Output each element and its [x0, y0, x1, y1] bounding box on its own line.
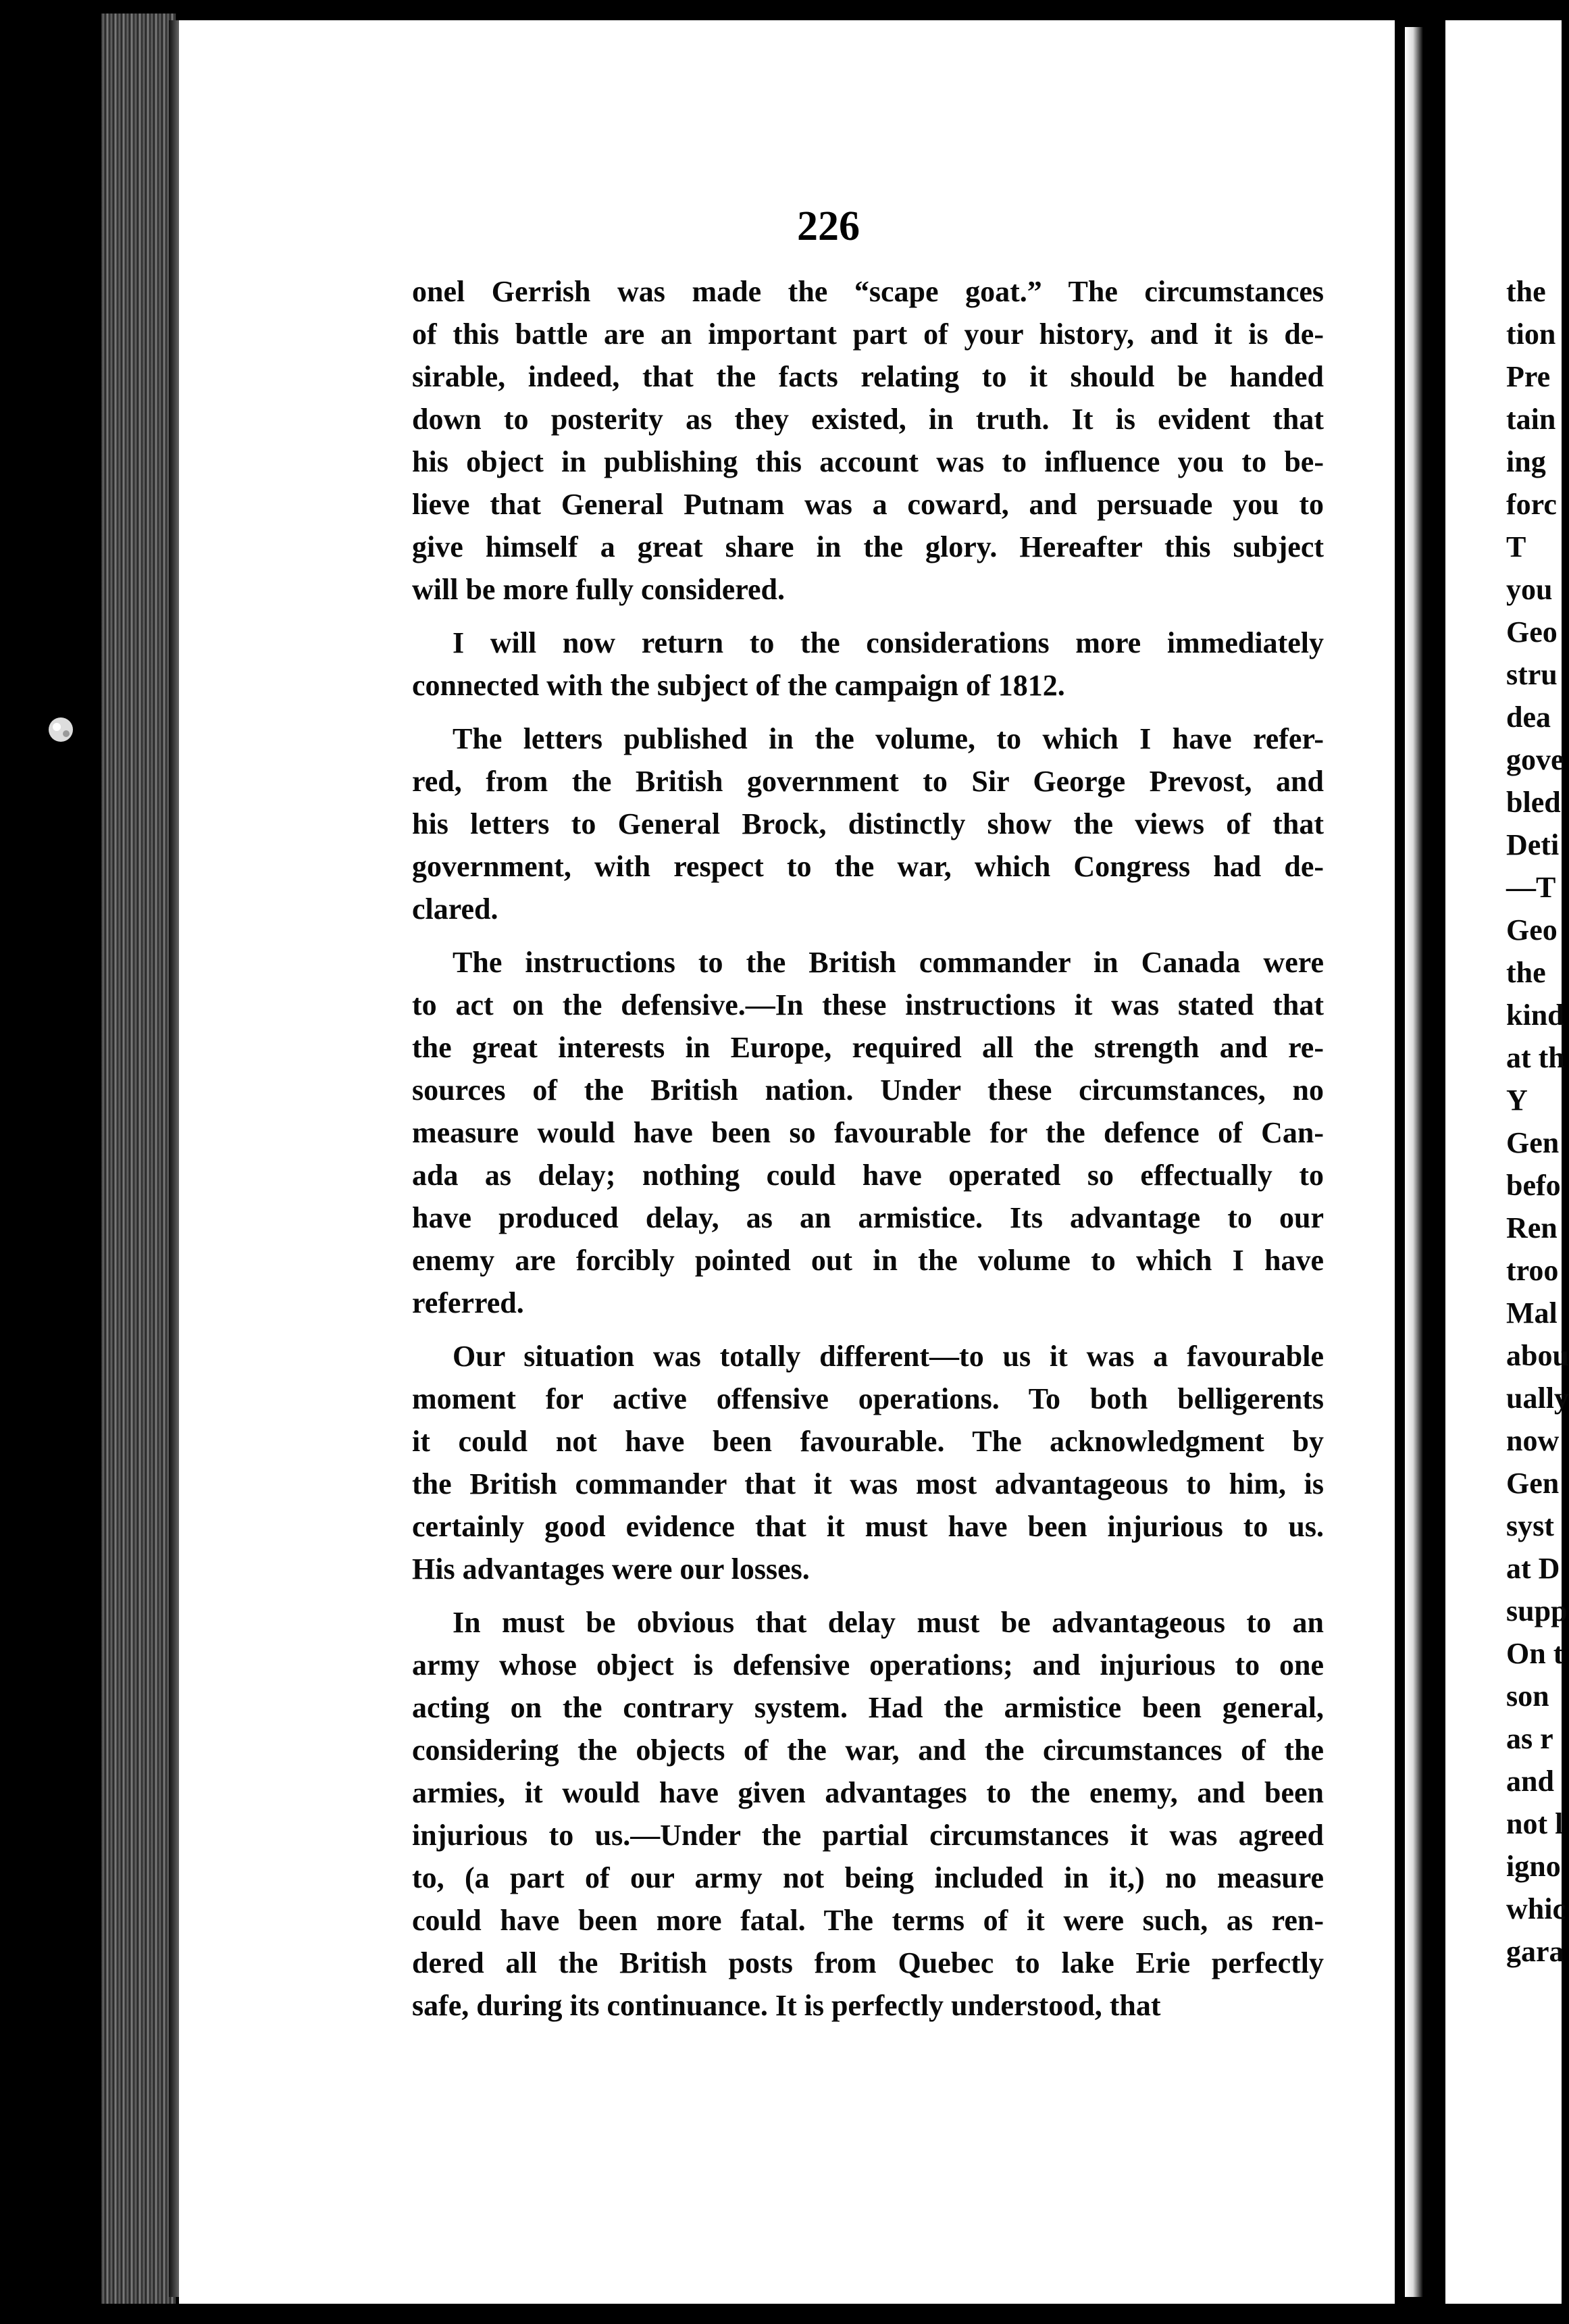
facing-page-line-fragment: gove: [1506, 743, 1564, 776]
text-line: will be more fully considered.: [412, 573, 786, 606]
paragraph-gap: [412, 930, 1324, 941]
facing-page-line-fragment: Deti: [1506, 828, 1560, 861]
facing-page-line-fragment: kind: [1506, 999, 1564, 1032]
text-line: I will now return to the considerations more immediately: [453, 626, 1324, 659]
facing-page-line-fragment: now: [1506, 1424, 1560, 1457]
text-line: could have been more fatal. The terms of it were such, as ren-: [412, 1904, 1324, 1937]
facing-page-line-fragment: T: [1506, 530, 1526, 563]
text-line: down to posterity as they existed, in truth. It is evident that: [412, 403, 1324, 436]
facing-page-line-fragment: syst: [1506, 1509, 1554, 1542]
paragraph-gap: [412, 1590, 1324, 1601]
text-line: of this battle are an important part of your history, and it is de-: [412, 318, 1324, 351]
paragraph-gap: [412, 611, 1324, 622]
facing-page-line-fragment: stru: [1506, 658, 1558, 691]
text-line: government, with respect to the war, which Congress had de-: [412, 850, 1324, 883]
page-number: 226: [797, 203, 860, 249]
text-line: safe, during its continuance. It is perfectly understood, that: [412, 1989, 1161, 2022]
text-line: enemy are forcibly pointed out in the volume to which I have: [412, 1244, 1324, 1277]
text-line: His advantages were our losses.: [412, 1552, 810, 1586]
text-line: ada as delay; nothing could have operated so effectually to: [412, 1159, 1324, 1192]
facing-page-line-fragment: abou: [1506, 1339, 1569, 1372]
facing-page-line-fragment: ually: [1506, 1382, 1569, 1415]
text-line: The instructions to the British commander in Canada were: [453, 946, 1324, 979]
text-line: injurious to us.—Under the partial circumstances it was agreed: [412, 1819, 1324, 1852]
text-line: measure would have been so favourable for the defence of Can-: [412, 1116, 1324, 1149]
text-line: it could not have been favourable. The acknowledgment by: [412, 1425, 1324, 1458]
facing-page-line-fragment: Gen: [1506, 1467, 1560, 1500]
book-page-edges: [101, 14, 176, 2304]
facing-page-line-fragment: whic: [1506, 1892, 1566, 1925]
facing-page-line-fragment: —T: [1506, 871, 1556, 904]
facing-page-line-fragment: son: [1506, 1679, 1549, 1713]
text-line: certainly good evidence that it must have been injurious to us.: [412, 1510, 1324, 1543]
ink-speck-mark: [34, 703, 88, 757]
text-line: the British commander that it was most advantageous to him, is: [412, 1467, 1324, 1500]
text-line: Our situation was totally different—to us it was a favourable: [453, 1340, 1324, 1373]
facing-page-line-fragment: Geo: [1506, 615, 1558, 649]
text-line: sources of the British nation. Under these circumstances, no: [412, 1073, 1324, 1107]
facing-page-line-fragment: Pre: [1506, 360, 1551, 393]
paragraph-gap: [412, 1324, 1324, 1335]
text-line: his letters to General Brock, distinctly show the views of that: [412, 807, 1324, 840]
facing-page-line-fragment: tion: [1506, 318, 1556, 351]
facing-page-line-fragment: Ren: [1506, 1211, 1558, 1244]
facing-page-line-fragment: dea: [1506, 701, 1551, 734]
facing-page-line-fragment: Gen: [1506, 1126, 1560, 1159]
text-line: sirable, indeed, that the facts relating to it should be handed: [412, 360, 1324, 393]
text-line: the great interests in Europe, required all the strength and re-: [412, 1031, 1324, 1064]
text-line: to act on the defensive.—In these instructions it was stated that: [412, 988, 1324, 1021]
facing-page-line-fragment: the: [1506, 956, 1546, 989]
text-line: armies, it would have given advantages to the enemy, and been: [412, 1776, 1324, 1809]
text-line: dered all the British posts from Quebec to lake Erie perfectly: [412, 1946, 1324, 1979]
facing-page-line-fragment: you: [1506, 573, 1553, 606]
text-line: acting on the contrary system. Had the armistice been general,: [412, 1691, 1324, 1724]
text-line: to, (a part of our army not being included in it,) no measure: [412, 1861, 1324, 1894]
facing-page-text: [1506, 270, 1569, 1973]
facing-page-line-fragment: troo: [1506, 1254, 1559, 1287]
facing-page-line-fragment: igno: [1506, 1850, 1561, 1883]
facing-page-line-fragment: tain: [1506, 403, 1556, 436]
text-line: The letters published in the volume, to which I have refer-: [453, 722, 1324, 755]
text-line: have produced delay, as an armistice. Its advantage to our: [412, 1201, 1324, 1234]
facing-page-line-fragment: ing: [1506, 445, 1546, 478]
facing-page-line-fragment: Y: [1506, 1084, 1528, 1117]
body-text: [412, 270, 1324, 2027]
facing-page-line-fragment: bled: [1506, 786, 1561, 819]
facing-page-line-fragment: as r: [1506, 1722, 1553, 1755]
text-line: moment for active offensive operations. To both belligerents: [412, 1382, 1324, 1415]
paragraph-gap: [412, 707, 1324, 717]
facing-page-line-fragment: forc: [1506, 488, 1557, 521]
text-line: referred.: [412, 1286, 524, 1319]
text-line: onel Gerrish was made the “scape goat.” The circumstances: [412, 275, 1324, 308]
facing-page-line-fragment: On t: [1506, 1637, 1564, 1670]
page-gutter-divider: [1405, 27, 1445, 2297]
facing-page-line-fragment: Mal: [1506, 1296, 1558, 1330]
facing-page-line-fragment: at th: [1506, 1041, 1565, 1074]
text-line: army whose object is defensive operations; and injurious to one: [412, 1648, 1324, 1682]
facing-page-line-fragment: and: [1506, 1765, 1554, 1798]
facing-page-line-fragment: befo: [1506, 1169, 1561, 1202]
facing-page-line-fragment: at D: [1506, 1552, 1560, 1585]
facing-page-line-fragment: Geo: [1506, 913, 1558, 946]
facing-page-line-fragment: gara: [1506, 1935, 1564, 1968]
text-line: clared.: [412, 892, 498, 926]
text-line: In must be obvious that delay must be advantageous to an: [453, 1606, 1324, 1639]
text-line: his object in publishing this account was to influence you to be-: [412, 445, 1324, 478]
text-line: give himself a great share in the glory. Hereafter this subject: [412, 530, 1324, 563]
text-line: connected with the subject of the campaign of 1812.: [412, 669, 1065, 702]
facing-page-line-fragment: not l: [1506, 1807, 1564, 1840]
text-line: considering the objects of the war, and the circumstances of the: [412, 1734, 1324, 1767]
text-line: red, from the British government to Sir George Prevost, and: [412, 765, 1324, 798]
facing-page-line-fragment: the: [1506, 275, 1546, 308]
text-line: lieve that General Putnam was a coward, and persuade you to: [412, 488, 1324, 521]
facing-page-line-fragment: supp: [1506, 1594, 1568, 1627]
